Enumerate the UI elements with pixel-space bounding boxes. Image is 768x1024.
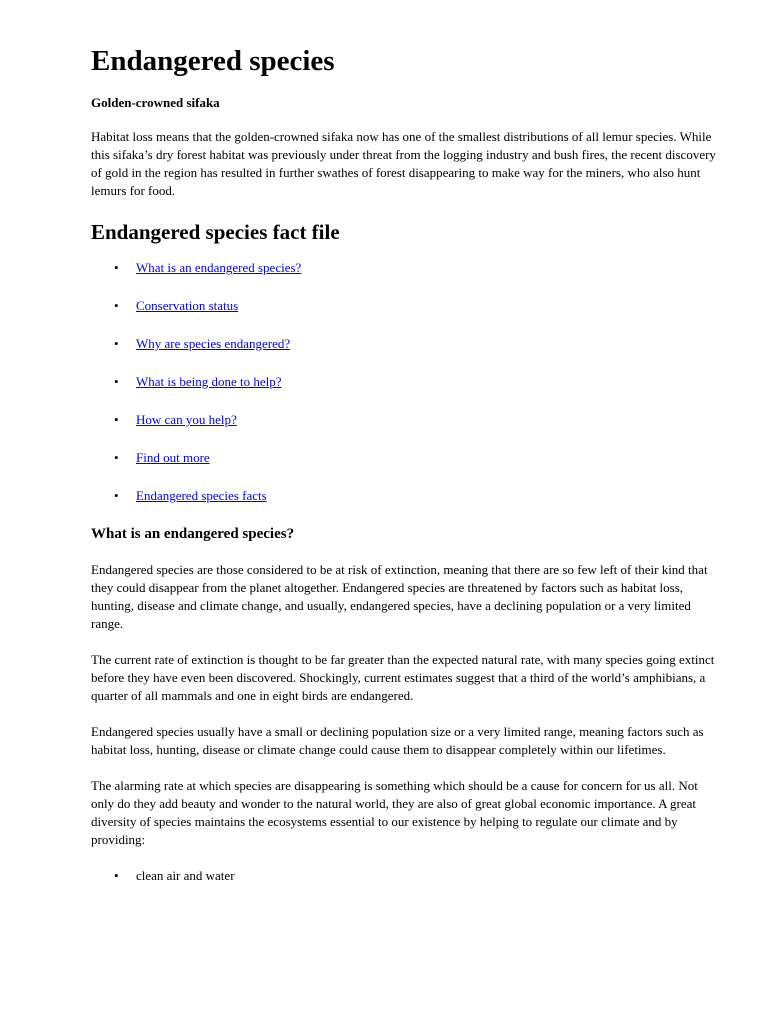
list-item xyxy=(114,411,722,429)
list-item xyxy=(114,297,722,315)
bullet-icon: • xyxy=(114,298,119,313)
subtitle: Golden-crowned sifaka xyxy=(91,95,220,110)
link-endangered-facts[interactable]: Endangered species facts xyxy=(136,488,267,503)
link-why-endangered[interactable]: Why are species endangered? xyxy=(136,336,291,351)
bullet-icon: • xyxy=(114,374,119,389)
bullet-icon: • xyxy=(114,260,119,275)
page-title: Endangered species xyxy=(91,45,335,77)
bullet-icon: • xyxy=(114,488,119,503)
section-paragraph: Endangered species are those considered to be at risk of extinction, meaning that there are so few left of their kind that they could disappear from the planet altogether. Endangered species are threatened by factors such as habitat loss, hunting, disease and climate change, and usually, endangered species, have a declining population or a very limited range. xyxy=(91,562,708,631)
bullet-icon: • xyxy=(114,336,119,351)
link-how-can-you-help[interactable]: How can you help? xyxy=(136,412,237,427)
link-find-out-more[interactable]: Find out more xyxy=(136,450,210,465)
list-item xyxy=(114,335,722,353)
fact-file-list xyxy=(91,259,722,505)
intro-paragraph: Habitat loss means that the golden-crowned sifaka now has one of the smallest distributions of all lemur species. While this sifaka’s dry forest habitat was previously under threat from the logging industry and bush fires, the recent discovery of gold in the region has resulted in further swathes of forest disappearing to make way for the miners, who also hunt lemurs for food. xyxy=(91,129,716,198)
list-item xyxy=(114,449,722,467)
link-what-is-endangered[interactable]: What is an endangered species? xyxy=(136,260,302,275)
list-item-text: clean air and water xyxy=(136,868,235,883)
section-heading: What is an endangered species? xyxy=(91,526,295,542)
section-paragraph: Endangered species usually have a small or declining population size or a very limited range, meaning factors such as habitat loss, hunting, disease or climate change could cause them to disappear completely within our lifetimes. xyxy=(91,724,704,757)
bullet-icon: • xyxy=(114,450,119,465)
link-conservation-status[interactable]: Conservation status xyxy=(136,298,239,313)
section-paragraph: The current rate of extinction is thought to be far greater than the expected natural rate, with many species going extinct before they have even been discovered. Shockingly, current estimates suggest that a third of the world’s amphibians, a quarter of all mammals and one in eight birds are endangered. xyxy=(91,652,715,703)
benefits-list xyxy=(91,867,722,885)
bullet-icon: • xyxy=(114,412,119,427)
list-item xyxy=(114,867,722,885)
list-item xyxy=(114,373,722,391)
list-item xyxy=(114,259,722,277)
list-item xyxy=(114,487,722,505)
bullet-icon: • xyxy=(114,868,119,883)
fact-file-heading: Endangered species fact file xyxy=(91,220,340,244)
section-paragraph: The alarming rate at which species are disappearing is something which should be a cause for concern for us all. Not only do they add beauty and wonder to the natural world, they are also of great global economic importance. A great diversity of species maintains the ecosystems essential to our existence by helping to regulate our climate and by providing: xyxy=(91,778,698,847)
link-being-done[interactable]: What is being done to help? xyxy=(136,374,282,389)
